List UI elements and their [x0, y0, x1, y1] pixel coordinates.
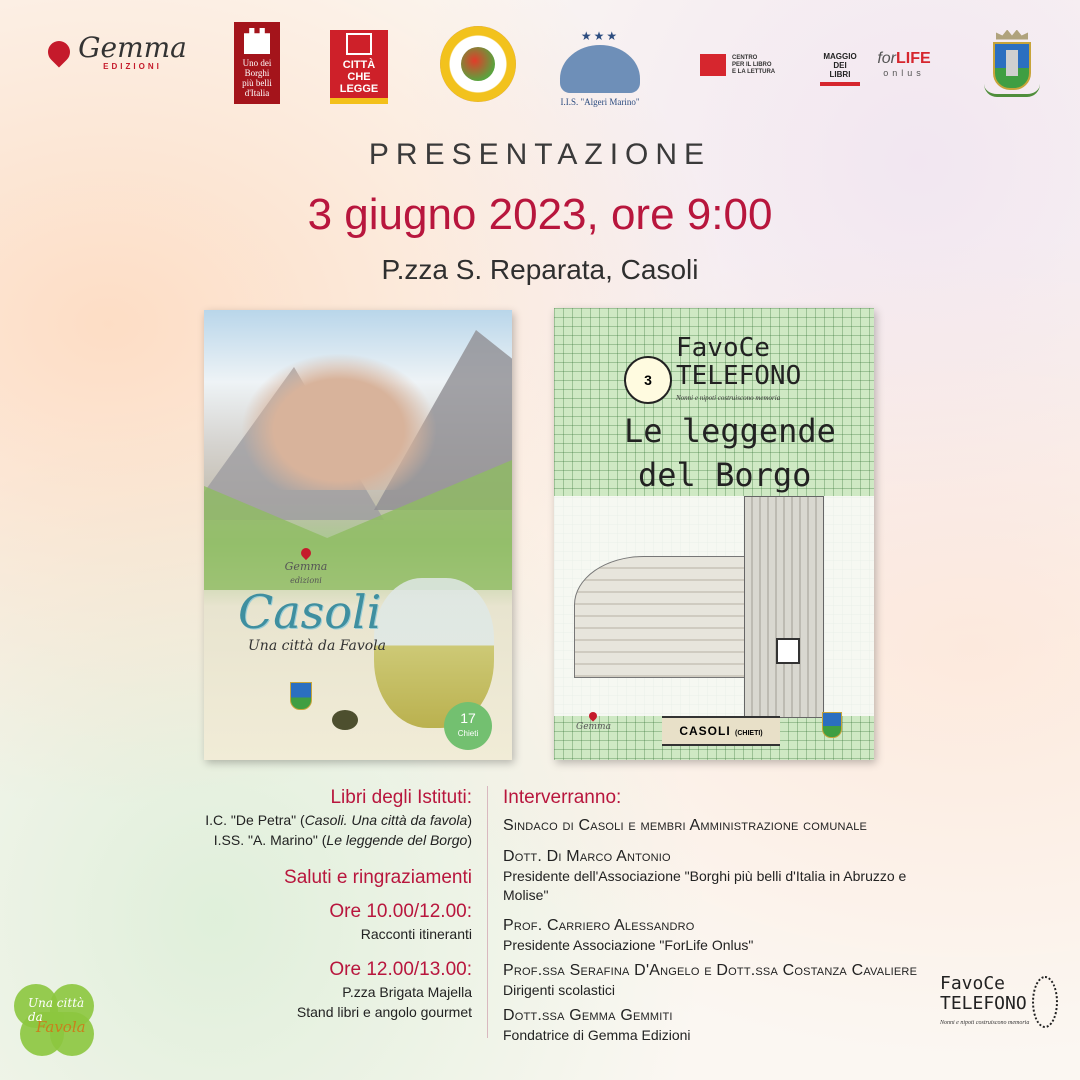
- series-badge: [444, 702, 492, 750]
- cepell-line1: CENTRO: [732, 54, 758, 61]
- borghi-line2: Borghi: [244, 68, 270, 78]
- book2-place-band: [662, 716, 780, 746]
- saluti-title: Saluti e ringraziamenti: [284, 867, 472, 888]
- ore1-title: Ore 10.00/12.00:: [329, 901, 472, 922]
- stars-icon: ★★★: [580, 29, 620, 43]
- maggio-dei-libri-logo: [820, 48, 860, 86]
- book1-publisher-name: Gemma: [284, 560, 328, 573]
- favole-telefono-logo: [940, 974, 1056, 1054]
- book2-publisher: [576, 712, 611, 732]
- phone-cord-icon: [1032, 976, 1058, 1028]
- book1-publisher-sub: edizioni: [290, 576, 322, 585]
- libri-item-1: I.C. "De Petra" (Casoli. Una città da favola): [205, 812, 472, 828]
- column-divider: [487, 786, 488, 1038]
- ore2-line1: P.zza Brigata Majella: [342, 984, 472, 1000]
- program-left-column: [92, 786, 472, 1022]
- gemma-logo-sub: EDIZIONI: [103, 61, 162, 71]
- forlife-life: LIFE: [896, 50, 931, 67]
- istituto-comprensivo-logo: [440, 26, 516, 102]
- pen-nib-icon: [299, 546, 313, 560]
- book2-number: 3: [624, 356, 672, 404]
- borghi-piu-belli-logo: [234, 22, 280, 104]
- cepell-logo: [700, 48, 810, 82]
- speaker-role: Presidente dell'Associazione "Borghi più belli d'Italia in Abruzzo e Molise": [503, 868, 907, 903]
- shield-icon: [290, 682, 312, 710]
- pen-nib-icon: [588, 710, 599, 721]
- citta-line1: CITTÀ: [342, 59, 376, 71]
- speaker-name: Sindaco di Casoli e membri Amministrazione comunale: [503, 817, 868, 834]
- event-place: P.zza S. Reparata, Casoli: [381, 254, 699, 285]
- presentation-heading: PRESENTAZIONE: [368, 138, 712, 171]
- ore2-title: Ore 12.00/13.00:: [329, 959, 472, 980]
- event-date: 3 giugno 2023, ore 9:00: [307, 190, 773, 239]
- village-illustration: [224, 340, 454, 490]
- libri-1-name: I.C. "De Petra": [205, 812, 297, 828]
- borghi-line3: più belli: [242, 78, 272, 88]
- book2-place: CASOLI: [679, 724, 731, 738]
- citta-da-favola-logo: [14, 978, 96, 1056]
- clover-line2: Favola: [36, 1018, 86, 1036]
- cepell-line3: E LA LETTURA: [732, 68, 776, 75]
- crown-icon: [996, 30, 1028, 40]
- shield-icon: [993, 42, 1031, 90]
- speaker-item: [503, 1006, 943, 1045]
- speakers-column: [503, 786, 943, 1056]
- book1-title: Casoli: [238, 585, 382, 639]
- speaker-item: [503, 916, 943, 955]
- badge-number: 17: [460, 710, 476, 726]
- speaker-item: [503, 816, 943, 836]
- speakers-title: Interverranno:: [503, 787, 622, 808]
- book-cover-leggende: [554, 308, 874, 760]
- ship-icon: [560, 45, 640, 93]
- iis-marino-caption: I.I.S. "Algeri Marino": [560, 97, 640, 107]
- maggio-line3: LIBRI: [829, 69, 851, 79]
- gemma-logo-name: Gemma: [78, 30, 187, 64]
- ore1-text: Racconti itineranti: [360, 926, 472, 942]
- fav-line1: FavoCe: [940, 973, 1006, 994]
- speaker-name: Prof.ssa Serafina D'Angelo e Dott.ssa Costanza Cavaliere: [503, 962, 918, 979]
- series-line1: FavoCe: [676, 333, 770, 363]
- gemma-edizioni-logo: [35, 22, 200, 82]
- speaker-name: Prof. Carriero Alessandro: [503, 917, 695, 934]
- iis-marino-logo: [552, 26, 648, 110]
- maggio-line2: DEI: [833, 60, 847, 70]
- speaker-name: Dott. Di Marco Antonio: [503, 848, 671, 865]
- citta-line2: CHE LEGGE: [339, 71, 379, 95]
- citta-che-legge-logo: [330, 30, 388, 104]
- book-icon: [346, 33, 372, 55]
- book1-publisher: [282, 548, 330, 586]
- book1-subtitle: Una città da Favola: [248, 638, 387, 654]
- fav-line2: TELEFONO: [940, 993, 1027, 1014]
- libri-2-book: Le leggende del Borgo: [326, 832, 468, 848]
- series-line2: TELEFONO: [676, 361, 802, 391]
- book2-title-line2: del Borgo: [638, 456, 812, 494]
- book-cover-casoli: [204, 310, 512, 760]
- olive-illustration: [332, 710, 358, 730]
- speaker-item: [503, 961, 943, 1000]
- window-illustration: [776, 638, 800, 664]
- stone-wall-illustration: [574, 556, 748, 678]
- forlife-for: for: [877, 50, 896, 67]
- book2-title-line1: Le leggende: [624, 412, 836, 450]
- libri-2-name: I.SS. "A. Marino": [213, 832, 318, 848]
- forlife-onlus: onlus: [883, 68, 925, 78]
- clover-line1: Una città da: [28, 996, 85, 1024]
- pen-nib-icon: [44, 36, 75, 67]
- shield-icon: [822, 712, 842, 738]
- book2-place-sub: (CHIETI): [735, 730, 763, 737]
- series-subtitle: Nonni e nipoti costruiscono memoria: [676, 394, 781, 402]
- ore2-line2: Stand libri e angolo gourmet: [296, 1004, 472, 1020]
- speaker-item: [503, 847, 943, 905]
- libri-1-book: Casoli. Una città da favola: [304, 812, 468, 828]
- casoli-coat-of-arms-logo: [980, 20, 1044, 106]
- stone-tower-illustration: [744, 496, 824, 718]
- forlife-onlus-logo: [866, 44, 942, 84]
- favole-telefono-series-logo: [676, 334, 801, 390]
- speaker-role: Fondatrice di Gemma Edizioni: [503, 1027, 691, 1043]
- fav-sub: Nonni e nipoti costruiscono memoria: [940, 1020, 1030, 1026]
- maggio-line1: MAGGIO: [823, 51, 857, 61]
- tree-icon: [461, 47, 495, 81]
- libri-item-2: I.SS. "A. Marino" (Le leggende del Borgo): [213, 832, 472, 848]
- cepell-book-icon: [700, 54, 726, 76]
- libri-title: Libri degli Istituti:: [330, 787, 472, 808]
- book2-publisher-name: Gemma: [576, 722, 611, 732]
- speaker-name: Dott.ssa Gemma Gemmiti: [503, 1007, 673, 1024]
- castle-tower-icon: [244, 28, 270, 54]
- speaker-role: Dirigenti scolastici: [503, 982, 616, 998]
- speaker-role: Presidente Associazione "ForLife Onlus": [503, 937, 754, 953]
- badge-label: Chieti: [457, 729, 479, 738]
- cepell-line2: PER IL LIBRO: [732, 61, 772, 68]
- borghi-line1: Uno dei: [242, 58, 272, 68]
- borghi-line4: d'Italia: [244, 88, 270, 98]
